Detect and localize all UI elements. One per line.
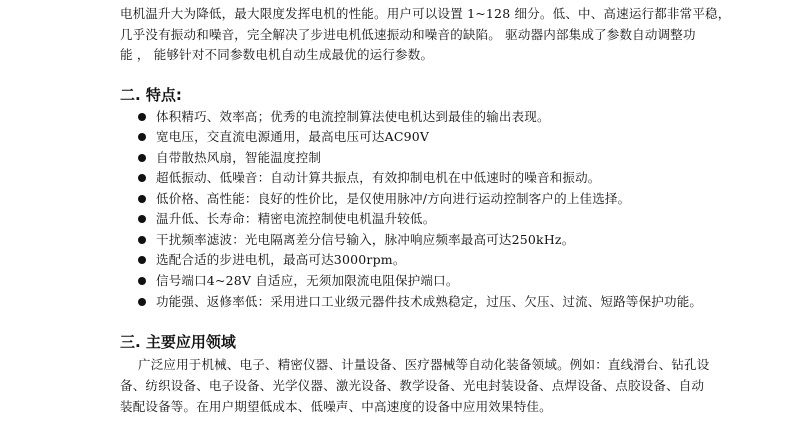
intro-line-3: 能 ， 能够针对不同参数电机自动生成最优的运行参数。 bbox=[120, 47, 434, 62]
bullet-icon bbox=[138, 133, 146, 141]
feature-text: 信号端口4~28V 自适应，无须加限流电阻保护端口。 bbox=[156, 273, 459, 288]
applications-line-3: 装配设备等。在用户期望低成本、低噪声、中高速度的设备中应用效果特佳。 bbox=[120, 399, 552, 414]
feature-text: 体积精巧、效率高；优秀的电流控制算法使电机达到最佳的输出表现。 bbox=[156, 109, 550, 124]
bullet-icon bbox=[138, 113, 146, 121]
applications-heading: 三. 主要应用领域 bbox=[120, 333, 236, 351]
feature-text: 超低振动、低噪音：自动计算共振点，有效抑制电机在中低速时的噪音和振动。 bbox=[156, 170, 601, 185]
features-heading: 二. 特点: bbox=[120, 86, 182, 104]
feature-text: 功能强、返修率低：采用进口工业级元器件技术成熟稳定，过压、欠压、过流、短路等保护功能。 bbox=[156, 294, 703, 309]
feature-text: 低价格、高性能：良好的性价比，是仅使用脉冲/方向进行运动控制客户的上佳选择。 bbox=[156, 191, 631, 206]
feature-text: 自带散热风扇，智能温度控制 bbox=[156, 150, 322, 165]
bullet-icon bbox=[138, 154, 146, 162]
bullet-icon bbox=[138, 277, 146, 285]
feature-text: 选配合适的步进电机，最高可达3000rpm。 bbox=[156, 252, 406, 267]
feature-text: 宽电压，交直流电源通用，最高电压可达AC90V bbox=[156, 129, 430, 144]
bullet-icon bbox=[138, 195, 146, 203]
bullet-icon bbox=[138, 256, 146, 264]
feature-text: 温升低、长寿命：精密电流控制使电机温升较低。 bbox=[156, 211, 436, 226]
feature-text: 干扰频率滤波：光电隔离差分信号输入，脉冲响应频率最高可达250kHz。 bbox=[156, 232, 575, 247]
bullet-icon bbox=[138, 236, 146, 244]
bullet-icon bbox=[138, 298, 146, 306]
intro-line-2: 几乎没有振动和噪音，完全解决了步进电机低速振动和噪音的缺陷。 驱动器内部集成了参数自动调整功 bbox=[120, 27, 696, 42]
bullet-icon bbox=[138, 174, 146, 182]
applications-line-1: 广泛应用于机械、电子、精密仪器、计量设备、医疗器械等自动化装备领域。例如：直线滑台、钻孔设 bbox=[138, 357, 710, 372]
bullet-icon bbox=[138, 215, 146, 223]
applications-line-2: 备、纺织设备、电子设备、光学仪器、激光设备、教学设备、光电封装设备、点焊设备、点胶设备、自动 bbox=[120, 378, 705, 393]
intro-line-1: 电机温升大为降低，最大限度发挥电机的性能。用户可以设置 1~128 细分。低、中、高速运行都非常平稳， bbox=[120, 6, 731, 21]
